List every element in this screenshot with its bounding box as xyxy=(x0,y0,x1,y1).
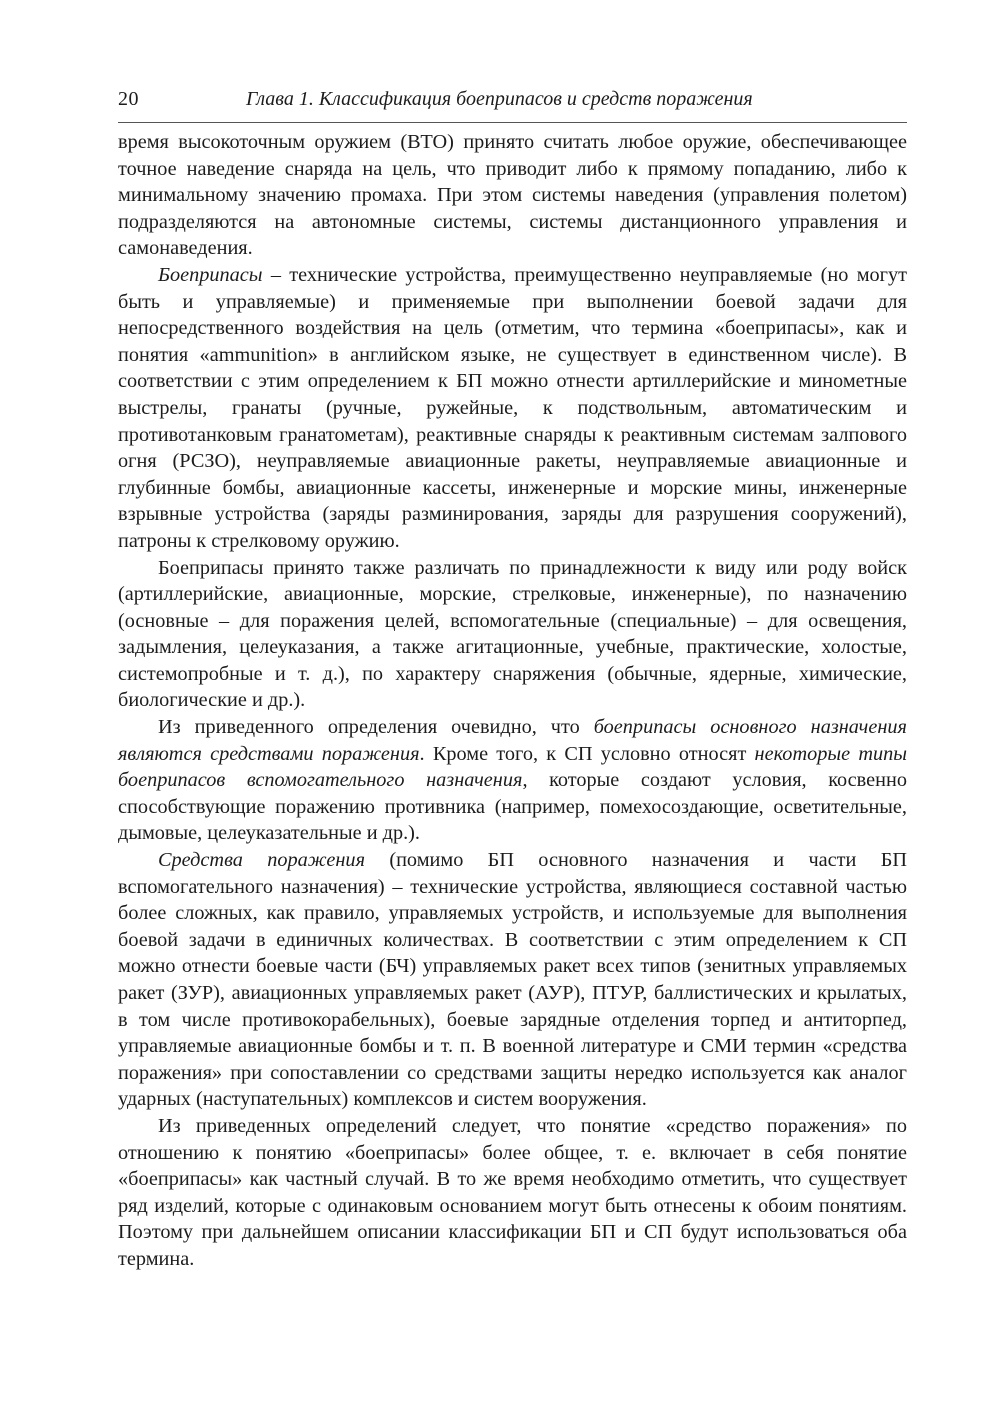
term-italic: Боеприпасы xyxy=(158,263,263,286)
paragraph-continuation xyxy=(118,129,907,262)
text-segment: Боеприпасы принято также различать по принадлежности к виду или роду войск (артиллерийские, авиационные, морские, стрелковые, инженерные), по назначению (основные – для поражения целей, вспомогательные (специальные) – для освещения, задымления, целеуказания, а также агитационные, учебные, практические, холостые, системопробные и т. д.), по характеру снаряжения (обычные, ядерные, химические, биологические и др.). xyxy=(118,556,907,712)
running-header xyxy=(118,82,907,123)
text-segment: Из приведенных определений следует, что понятие «средство поражения» по отношению к понятию «боеприпасы» более общее, т. е. включает в себя понятие «боеприпасы» как частный случай. В то же время необходимо отметить, что существует ряд изделий, которые с одинаковым основанием могут быть отнесены к обоим понятиям. Поэтому при дальнейшем описании классификации БП и СП будут использоваться оба термина. xyxy=(118,1114,907,1270)
text-segment: Из приведенного определения очевидно, что xyxy=(158,716,594,739)
text-segment: – технические устройства, преимущественно неуправляемые (но могут быть и управляемые) и применяемые при выполнении боевой задачи для непосредственного воздействия на цель (отметим, что термина «боеприпасы», как и понятия «ammunition» в английском языке, не существует в единственном числе). В соответствии с этим определением к БП можно отнести артиллерийские и минометные выстрелы, гранаты (ручные, ружейные, к подствольным, автоматическим и противотанковым гранатометам), реактивные снаряды к реактивным системам залпового огня (РСЗО), неуправляемые авиационные ракеты, неуправляемые авиационные и глубинные бомбы, авиационные кассеты, инженерные и морские мины, инженерные взрывные устройства (заряды разминирования, заряды для разрушения сооружений), патроны к стрелковому оружию. xyxy=(118,263,907,552)
text-segment: (помимо БП основного назначения и части БП вспомогательного назначения) – технические устройства, являющиеся составной частью более сложных, как правило, управляемых устройств, и используемые для выполнения боевой задачи в единичных количествах. В соответствии с этим определением к СП можно отнести боевые части (БЧ) управляемых ракет всех типов (зенитных управляемых ракет (ЗУР), авиационных управляемых ракет (АУР), ПТУР, баллистических и крылатых, в том числе противокорабельных), боевые зарядные отделения торпед и антиторпед, управляемые авиационные бомбы и т. п. В военной литературе и СМИ термин «средства поражения» при сопоставлении со средствами защиты нередко используется как аналог ударных (наступательных) комплексов и систем вооружения. xyxy=(118,849,907,1111)
paragraph-summary xyxy=(118,1113,907,1273)
book-page xyxy=(118,82,907,1273)
emphasis-italic: некоторые типы боеприпасов вспомогательного назначения xyxy=(118,742,907,792)
text-segment: время высокоточным оружием (ВТО) принято считать любое оружие, обеспечивающее точное наведение снаряда на цель, что приводит либо к прямому попаданию, либо к минимальному значению промаха. При этом системы наведения (управления полетом) подразделяются на автономные системы, системы дистанционного управления и самонаведения. xyxy=(118,131,907,260)
body-text xyxy=(118,129,907,1273)
paragraph-conclusion-definition xyxy=(118,714,907,847)
emphasis-italic: боеприпасы основного назначения являются средствами поражения xyxy=(118,716,907,765)
term-italic: Средства поражения xyxy=(158,849,365,872)
paragraph-ammunition-definition xyxy=(118,262,907,555)
text-segment: . Кроме того, к СП условно относят xyxy=(419,742,755,765)
paragraph-means-of-destruction xyxy=(118,847,907,1113)
chapter-title: Глава 1. Классификация боеприпасов и средств поражения xyxy=(246,88,753,110)
paragraph-ammunition-types xyxy=(118,555,907,715)
page-number: 20 xyxy=(118,88,139,110)
text-segment: , которые создают условия, косвенно способствующие поражению противника (например, помехосоздающие, осветительные, дымовые, целеуказательные и др.). xyxy=(118,769,907,845)
